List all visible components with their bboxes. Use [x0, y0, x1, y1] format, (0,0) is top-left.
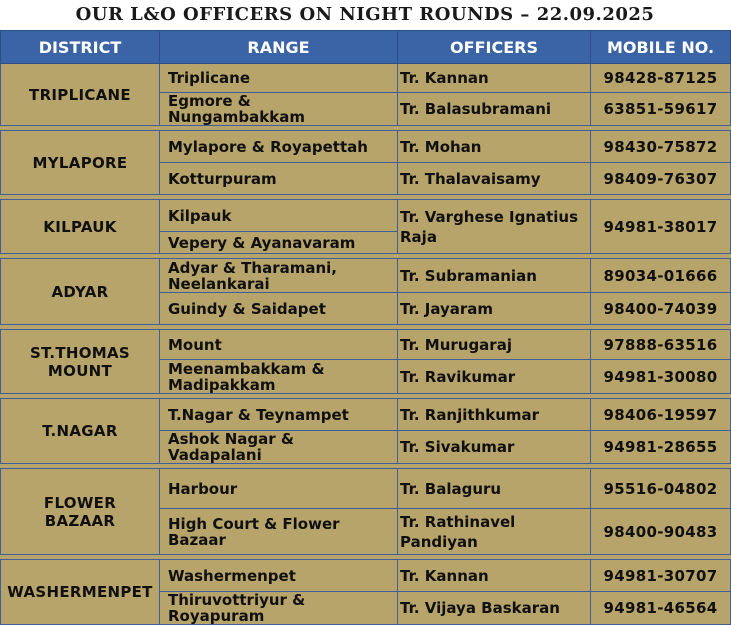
header-district: DISTRICT	[1, 31, 160, 64]
district-cell: KILPAUK	[1, 200, 160, 254]
table-row	[1, 469, 731, 509]
mobile-cell: 94981-46564	[591, 592, 731, 625]
range-cell: Mount	[160, 330, 398, 360]
range-cell: Triplicane	[160, 64, 398, 93]
range-cell: Egmore & Nungambakkam	[160, 93, 398, 126]
range-cell: Guindy & Saidapet	[160, 293, 398, 325]
district-cell: ADYAR	[1, 259, 160, 325]
range-cell: Thiruvottriyur & Royapuram	[160, 592, 398, 625]
table-row	[1, 131, 731, 163]
district-cell: ST.THOMAS MOUNT	[1, 330, 160, 394]
mobile-cell: 98400-74039	[591, 293, 731, 325]
table-header-row	[1, 31, 731, 64]
table-row	[1, 330, 731, 360]
mobile-cell: 98400-90483	[591, 509, 731, 555]
officer-cell: Tr. Mohan	[398, 131, 591, 163]
header-officers: OFFICERS	[398, 31, 591, 64]
range-cell: Mylapore & Royapettah	[160, 131, 398, 163]
table-row	[1, 259, 731, 293]
table-row	[1, 560, 731, 592]
range-cell: Kotturpuram	[160, 163, 398, 195]
range-cell: Kilpauk	[160, 200, 398, 232]
mobile-cell: 98428-87125	[591, 64, 731, 93]
officer-cell: Tr. Kannan	[398, 560, 591, 592]
mobile-cell: 95516-04802	[591, 469, 731, 509]
range-cell: T.Nagar & Teynampet	[160, 399, 398, 431]
officer-cell: Tr. Ranjithkumar	[398, 399, 591, 431]
table-row	[1, 399, 731, 431]
mobile-cell: 94981-30080	[591, 360, 731, 394]
district-cell: WASHERMENPET	[1, 560, 160, 625]
page-title: OUR L&O OFFICERS ON NIGHT ROUNDS – 22.09.2025	[75, 4, 655, 25]
mobile-cell: 94981-38017	[591, 200, 731, 254]
officer-cell: Tr. Jayaram	[398, 293, 591, 325]
officer-cell: Tr. Ravikumar	[398, 360, 591, 394]
table-body	[1, 64, 731, 625]
mobile-cell: 63851-59617	[591, 93, 731, 126]
header-mobile: MOBILE NO.	[591, 31, 731, 64]
range-cell: High Court & Flower Bazaar	[160, 509, 398, 555]
officer-cell: Tr. Kannan	[398, 64, 591, 93]
range-cell: Adyar & Tharamani, Neelankarai	[160, 259, 398, 293]
officer-cell: Tr. Rathinavel Pandiyan	[398, 509, 591, 555]
range-cell: Meenambakkam & Madipakkam	[160, 360, 398, 394]
mobile-cell: 94981-28655	[591, 431, 731, 464]
mobile-cell: 98406-19597	[591, 399, 731, 431]
table-row	[1, 64, 731, 93]
header-range: RANGE	[160, 31, 398, 64]
mobile-cell: 89034-01666	[591, 259, 731, 293]
table-row	[1, 200, 731, 232]
district-cell: T.NAGAR	[1, 399, 160, 464]
officer-cell: Tr. Balaguru	[398, 469, 591, 509]
officer-cell: Tr. Balasubramani	[398, 93, 591, 126]
officer-cell: Tr. Murugaraj	[398, 330, 591, 360]
mobile-cell: 94981-30707	[591, 560, 731, 592]
officer-cell: Tr. Varghese Ignatius Raja	[398, 200, 591, 254]
range-cell: Washermenpet	[160, 560, 398, 592]
range-cell: Vepery & Ayanavaram	[160, 232, 398, 254]
district-cell: MYLAPORE	[1, 131, 160, 195]
range-cell: Ashok Nagar & Vadapalani	[160, 431, 398, 464]
district-cell: TRIPLICANE	[1, 64, 160, 126]
officer-cell: Tr. Subramanian	[398, 259, 591, 293]
officer-cell: Tr. Vijaya Baskaran	[398, 592, 591, 625]
officer-cell: Tr. Thalavaisamy	[398, 163, 591, 195]
mobile-cell: 98409-76307	[591, 163, 731, 195]
mobile-cell: 97888-63516	[591, 330, 731, 360]
range-cell: Harbour	[160, 469, 398, 509]
mobile-cell: 98430-75872	[591, 131, 731, 163]
officers-table	[0, 30, 731, 625]
district-cell: FLOWER BAZAAR	[1, 469, 160, 555]
officers-table-container	[0, 30, 730, 625]
officer-cell: Tr. Sivakumar	[398, 431, 591, 464]
